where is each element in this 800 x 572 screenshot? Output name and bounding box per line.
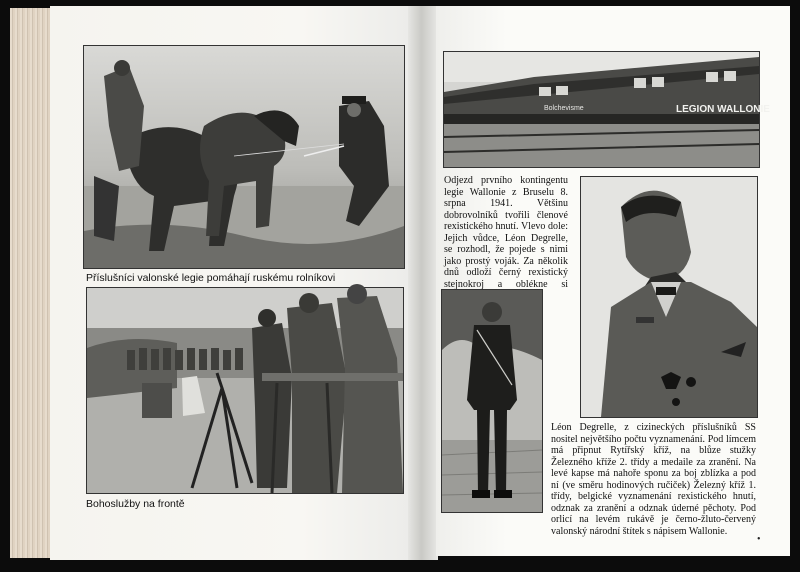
photo-degrelle-rexist-uniform [441,289,543,513]
photo-train [443,51,770,168]
photo-horses-farmer [83,45,405,269]
caption-mass: Bohoslužby na frontě [86,498,185,510]
train-image [444,52,770,167]
page-edges [10,8,52,558]
photo-field-mass [86,287,404,494]
portrait-image [581,177,757,417]
horses-image [84,46,404,268]
page-mark: • [757,534,761,545]
rexist-image [442,290,542,512]
caption-departure: Odjezd prvního kontingentu legie Wallonie z Bruselu 8. srpna 1941. Většinu dobrovolníků tvořili členové rexistického hnutí. Vlevo dole: Jejich vůdce, Léon Degrelle, se rozhodl, že pojede s nimi jako prostý voják. Za několik dnů odloží černý rexistický stejnokroj a oblékne si [444,175,568,290]
caption-degrelle: Léon Degrelle, z cizineckých příslušníků SS nositel největšího počtu vyznamenání. Pod límcem má připnut Rytířský kříž, na blůze stužky Železného kříže 2. třídy a medaile za zranění. Na levé kapse má nahoře sponu za boj zblízka a pod ní (ve směru hodinových ručiček) Železný kříž 1. třídy, belgické vyznamenání rexistického hnutí, odznak za zranění a odznak úderné pěchoty. Pod orlicí na levém rukávě je černo-žluto-červený valonský národní štítek s nápisem Wallonie. [551,422,756,537]
photo-degrelle-portrait [580,176,758,418]
train-slogan-text: Bolchevisme [544,105,584,112]
train-banner-text: LEGION WALLONIE [676,104,770,115]
caption-horses: Příslušníci valonské legie pomáhají ruskému rolníkovi [86,272,336,284]
mass-image [87,288,403,493]
book-gutter [408,6,438,560]
